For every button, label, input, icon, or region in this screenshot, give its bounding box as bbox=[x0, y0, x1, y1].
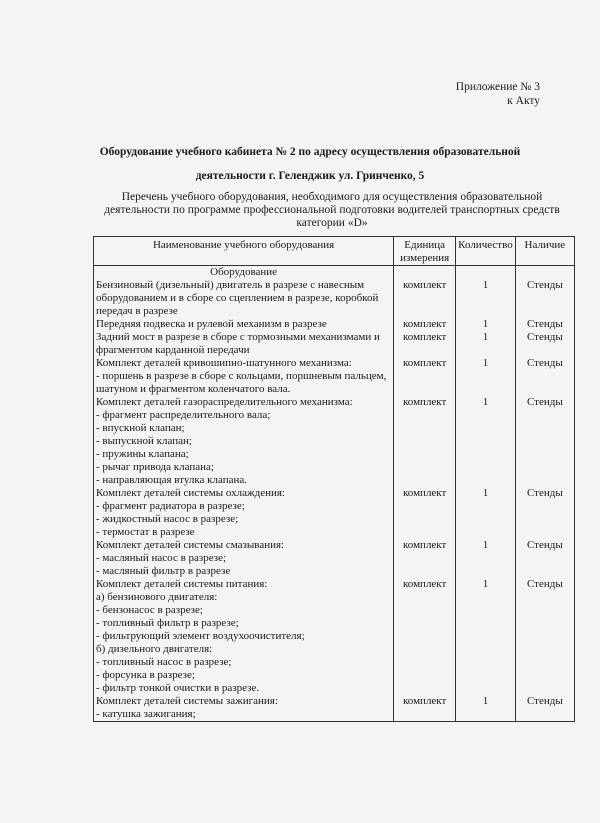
quantity-cell: 1 bbox=[456, 318, 516, 331]
equipment-line: Комплект деталей системы зажигания: bbox=[96, 695, 278, 707]
equipment-line: Бензиновый (дизельный) двигатель в разрезе с навесным оборудованием и в сборе со сцеплением в разрезе, коробкой передач в разрезе bbox=[96, 279, 379, 317]
equipment-line: - жидкостный насос в разрезе; bbox=[96, 513, 239, 525]
unit-cell: комплект bbox=[394, 487, 456, 539]
equipment-line: - масляный фильтр в разрезе bbox=[96, 565, 231, 577]
equipment-line: - рычаг привода клапана; bbox=[96, 461, 214, 473]
appendix-reference bbox=[430, 80, 540, 108]
unit-cell: комплект bbox=[394, 695, 456, 722]
equipment-name bbox=[94, 331, 394, 357]
availability-cell: Стенды bbox=[515, 396, 574, 487]
equipment-line: - поршень в разрезе в сборе с кольцами, поршневым пальцем, шатуном и фрагментом коленчатого вала. bbox=[96, 370, 387, 395]
table-row bbox=[94, 487, 575, 539]
unit-cell: комплект bbox=[394, 279, 456, 318]
table-row bbox=[94, 539, 575, 578]
equipment-line: Задний мост в разрезе в сборе с тормозными механизмами и фрагментом карданной передачи bbox=[96, 331, 380, 356]
table-header-row bbox=[94, 237, 575, 266]
availability-cell: Стенды bbox=[515, 357, 574, 396]
equipment-name bbox=[94, 357, 394, 396]
title-line-1: Оборудование учебного кабинета № 2 по адресу осуществления образовательной bbox=[99, 146, 521, 158]
unit-cell: комплект bbox=[394, 396, 456, 487]
table-row bbox=[94, 279, 575, 318]
table-row bbox=[94, 331, 575, 357]
equipment-line: - фильтрующий элемент воздухоочистителя; bbox=[96, 630, 305, 642]
equipment-line: - бензонасос в разрезе; bbox=[96, 604, 203, 616]
group-label: Оборудование bbox=[94, 266, 394, 280]
quantity-cell: 1 bbox=[456, 695, 516, 722]
equipment-line: - форсунка в разрезе; bbox=[96, 669, 195, 681]
unit-cell: комплект bbox=[394, 318, 456, 331]
availability-cell: Стенды bbox=[515, 331, 574, 357]
equipment-name bbox=[94, 695, 394, 722]
equipment-line: б) дизельного двигателя: bbox=[96, 643, 213, 655]
equipment-line: - термостат в разрезе bbox=[96, 526, 195, 538]
header-avail: Наличие bbox=[515, 237, 574, 266]
unit-cell: комплект bbox=[394, 357, 456, 396]
quantity-cell: 1 bbox=[456, 331, 516, 357]
table-row bbox=[94, 318, 575, 331]
equipment-line: - топливный насос в разрезе; bbox=[96, 656, 232, 668]
equipment-name bbox=[94, 318, 394, 331]
quantity-cell: 1 bbox=[456, 539, 516, 578]
appendix-line-2: к Акту bbox=[507, 95, 540, 107]
equipment-line: Передняя подвеска и рулевой механизм в разрезе bbox=[96, 318, 327, 330]
table-row bbox=[94, 357, 575, 396]
equipment-line: Комплект деталей системы питания: bbox=[96, 578, 268, 590]
header-unit: Единица измерения bbox=[394, 237, 456, 266]
availability-cell: Стенды bbox=[515, 318, 574, 331]
equipment-line: а) бензинового двигателя: bbox=[96, 591, 218, 603]
equipment-table bbox=[93, 236, 575, 722]
quantity-cell: 1 bbox=[456, 396, 516, 487]
availability-cell: Стенды bbox=[515, 487, 574, 539]
equipment-line: Комплект деталей газораспределительного механизма: bbox=[96, 396, 353, 408]
equipment-line: - масляный насос в разрезе; bbox=[96, 552, 227, 564]
equipment-line: - фрагмент распределительного вала; bbox=[96, 409, 271, 421]
equipment-line: - фрагмент радиатора в разрезе; bbox=[96, 500, 245, 512]
availability-cell: Стенды bbox=[515, 578, 574, 695]
equipment-line: - направляющая втулка клапана. bbox=[96, 474, 248, 486]
quantity-cell: 1 bbox=[456, 357, 516, 396]
availability-cell: Стенды bbox=[515, 695, 574, 722]
equipment-line: - топливный фильтр в разрезе; bbox=[96, 617, 239, 629]
title-line-2: деятельности г. Геленджик ул. Гринченко, 5 bbox=[195, 170, 425, 182]
quantity-cell: 1 bbox=[456, 279, 516, 318]
availability-cell: Стенды bbox=[515, 539, 574, 578]
equipment-line: Комплект деталей системы охлаждения: bbox=[96, 487, 285, 499]
equipment-line: - катушка зажигания; bbox=[96, 708, 196, 720]
unit-cell: комплект bbox=[394, 331, 456, 357]
appendix-line-1: Приложение № 3 bbox=[455, 81, 540, 93]
table-row bbox=[94, 396, 575, 487]
equipment-line: - впускной клапан; bbox=[96, 422, 185, 434]
table-row bbox=[94, 578, 575, 695]
equipment-name bbox=[94, 578, 394, 695]
equipment-line: - пружины клапана; bbox=[96, 448, 189, 460]
equipment-line: - фильтр тонкой очистки в разрезе. bbox=[96, 682, 260, 694]
quantity-cell: 1 bbox=[456, 578, 516, 695]
document-title bbox=[60, 145, 560, 183]
equipment-line: - выпускной клапан; bbox=[96, 435, 192, 447]
equipment-name bbox=[94, 396, 394, 487]
equipment-name bbox=[94, 487, 394, 539]
equipment-name bbox=[94, 539, 394, 578]
intro-paragraph: Перечень учебного оборудования, необходимого для осуществления образовательной деятельности по программе профессиональной подготовки водителей транспортных средств категории «D» bbox=[104, 191, 560, 229]
table-group-row bbox=[94, 266, 575, 280]
unit-cell: комплект bbox=[394, 539, 456, 578]
quantity-cell: 1 bbox=[456, 487, 516, 539]
availability-cell: Стенды bbox=[515, 279, 574, 318]
equipment-line: Комплект деталей системы смазывания: bbox=[96, 539, 285, 551]
table-row bbox=[94, 695, 575, 722]
equipment-name bbox=[94, 279, 394, 318]
header-name: Наименование учебного оборудования bbox=[94, 237, 394, 266]
equipment-line: Комплект деталей кривошипно-шатунного механизма: bbox=[96, 357, 352, 369]
unit-cell: комплект bbox=[394, 578, 456, 695]
header-qty: Количество bbox=[456, 237, 516, 266]
